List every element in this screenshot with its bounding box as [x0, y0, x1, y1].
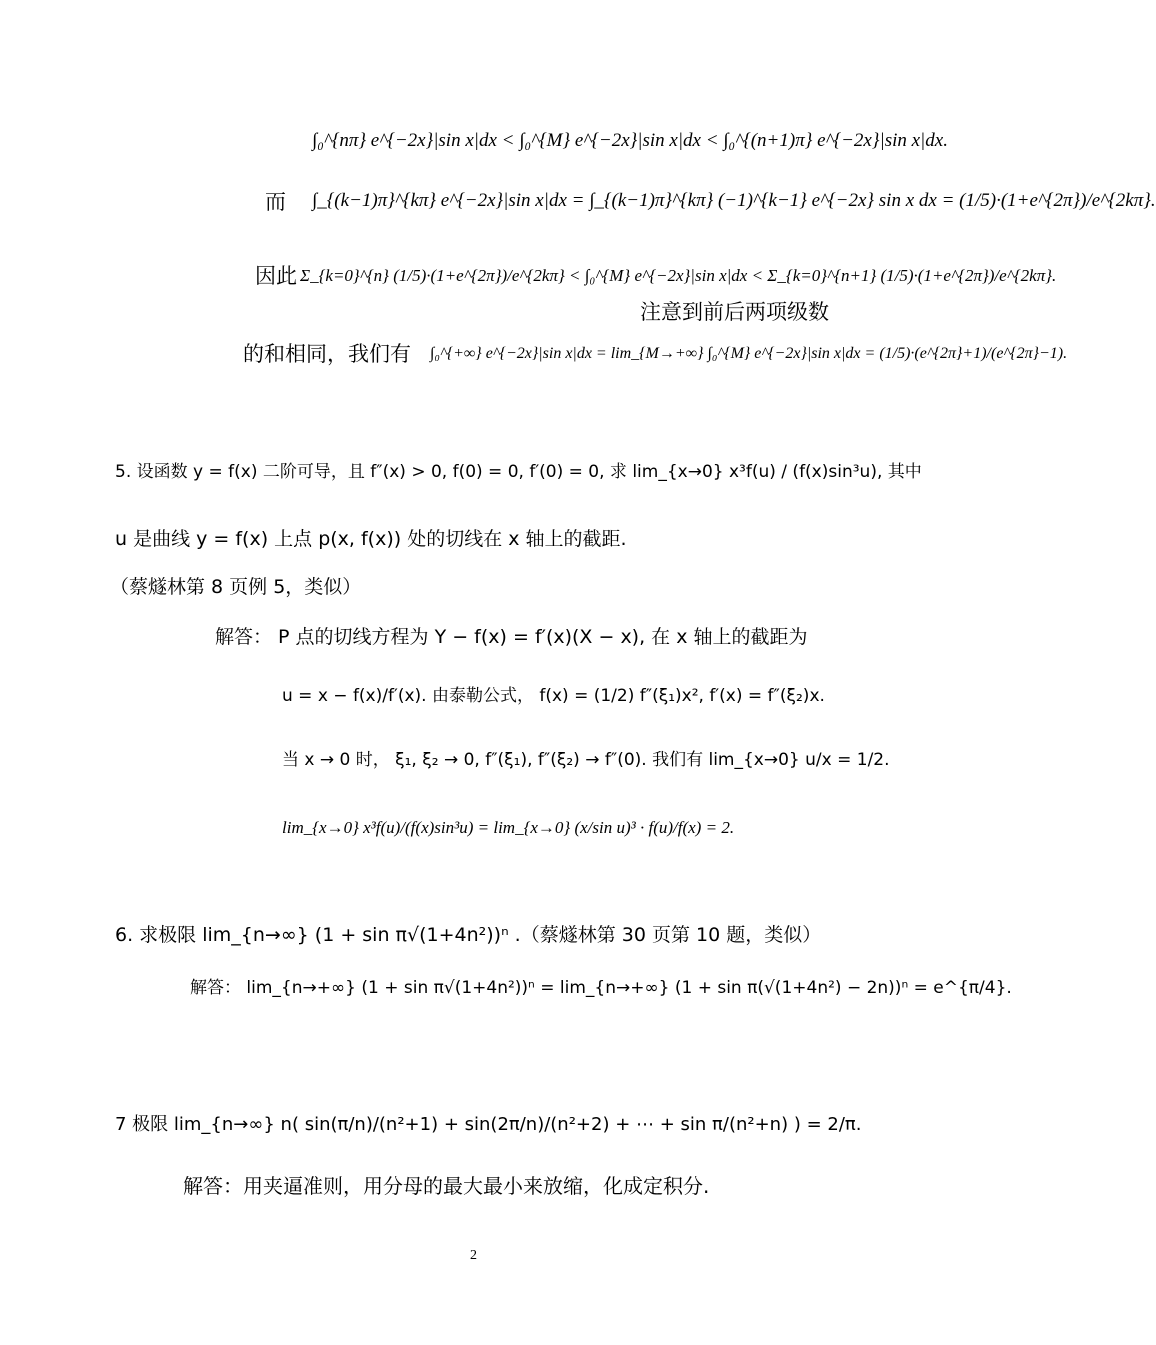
question-6: 6. 求极限 lim_{n→∞} (1 + sin π√(1+4n²))ⁿ .（蔡燧林第 30 页第 10 题，类似） [115, 924, 822, 946]
answer-5-line4: lim_{x→0} x³f(u)/(f(x)sin³u) = lim_{x→0} (x/sin u)³ · f(u)/f(x) = 2. [282, 818, 735, 837]
answer-6: 解答： lim_{n→+∞} (1 + sin π√(1+4n²))ⁿ = lim_{n→+∞} (1 + sin π(√(1+4n²) − 2n))ⁿ = e^{π/4}. [190, 978, 1012, 998]
question-5-continued: u 是曲线 y = f(x) 上点 p(x, f(x)) 处的切线在 x 轴上的截距. [115, 528, 627, 550]
integral-identity: ∫_{(k−1)π}^{kπ} e^{−2x}|sin x|dx = ∫_{(k−1)π}^{kπ} (−1)^{k−1} e^{−2x} sin x dx = (1/5)·(1+e^{2π})/e^{2kπ}. [312, 190, 1156, 211]
answer-5-line1: 解答： P 点的切线方程为 Y − f(x) = f′(x)(X − x), 在 x 轴上的截距为 [215, 626, 808, 648]
label-er: 而 [265, 190, 286, 214]
label-yinci: 因此 [255, 264, 297, 288]
question-7: 7 极限 lim_{n→∞} n( sin(π/n)/(n²+1) + sin(2π/n)/(n²+2) + ⋯ + sin π/(n²+n) ) = 2/π. [115, 1114, 862, 1135]
answer-5-line3: 当 x → 0 时， ξ₁, ξ₂ → 0, f″(ξ₁), f″(ξ₂) → f″(0). 我们有 lim_{x→0} u/x = 1/2. [282, 750, 890, 770]
conclusion-formula: ∫₀^{+∞} e^{−2x}|sin x|dx = lim_{M→+∞} ∫₀^{M} e^{−2x}|sin x|dx = (1/5)·(e^{2π}+1)/(e^{2π}−1). [430, 345, 1068, 362]
answer-5-line2: u = x − f(x)/f′(x). 由泰勒公式， f(x) = (1/2) f″(ξ₁)x², f′(x) = f″(ξ₂)x. [282, 686, 825, 706]
answer-7: 解答：用夹逼准则，用分母的最大最小来放缩，化成定积分. [183, 1174, 710, 1198]
series-note: 注意到前后两项级数 [640, 300, 829, 324]
conclusion-label: 的和相同，我们有 [243, 342, 411, 366]
series-bounds: Σ_{k=0}^{n} (1/5)·(1+e^{2π})/e^{2kπ} < ∫₀^{M} e^{−2x}|sin x|dx < Σ_{k=0}^{n+1} (1/5)·(1+e^{2π})/e^{2kπ}. [300, 266, 1057, 285]
question-5-reference: （蔡燧林第 8 页例 5，类似） [110, 576, 362, 598]
page-number: 2 [470, 1248, 477, 1263]
inequality-line: ∫₀^{nπ} e^{−2x}|sin x|dx < ∫₀^{M} e^{−2x}|sin x|dx < ∫₀^{(n+1)π} e^{−2x}|sin x|dx. [312, 130, 948, 151]
question-5: 5. 设函数 y = f(x) 二阶可导，且 f″(x) > 0, f(0) = 0, f′(0) = 0, 求 lim_{x→0} x³f(u) / (f(x)sin³u), 其中 [115, 462, 922, 482]
